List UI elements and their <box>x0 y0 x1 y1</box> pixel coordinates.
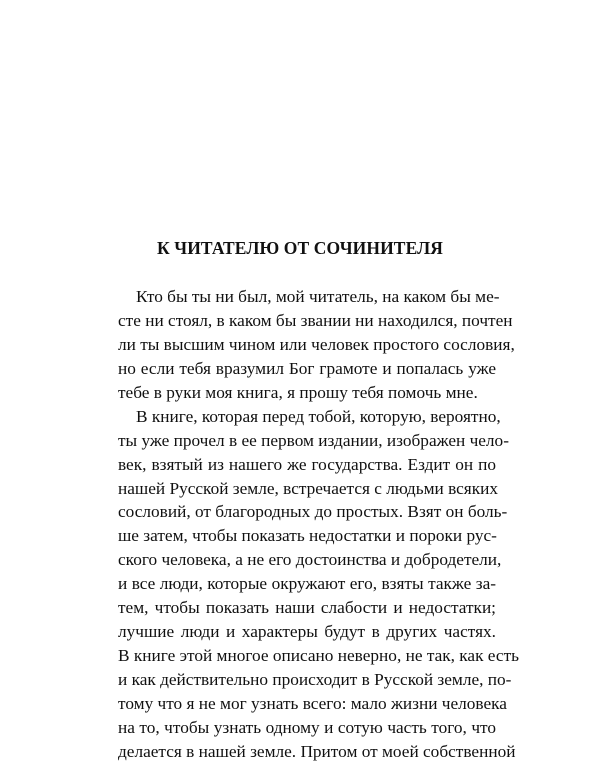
text-line: и как действительно происходит в Русской земле, по- <box>118 670 512 689</box>
text-line: век, взятый из нашего же государства. Ездит он по <box>118 454 496 474</box>
text-line: на то, чтобы узнать одному и сотую часть того, что <box>118 717 496 737</box>
text-line: и все люди, которые окружают его, взяты также за- <box>118 574 496 594</box>
paragraph <box>118 285 515 405</box>
text-line: ше затем, чтобы показать недостатки и пороки рус- <box>118 526 497 546</box>
text-line: В книге, которая перед тобой, которую, вероятно, <box>136 406 501 426</box>
paragraph <box>118 405 520 764</box>
text-line: В книге этой многое описано неверно, не так, как есть <box>118 646 520 666</box>
text-line: Кто бы ты ни был, мой читатель, на каком бы ме- <box>136 287 500 306</box>
text-line: тебе в руки моя книга, я прошу тебя помочь мне. <box>118 382 478 402</box>
text-line: лучшие люди и характеры будут в других частях. <box>118 622 496 642</box>
text-line: нашей Русской земле, встречается с людьми всяких <box>118 478 499 498</box>
text-line: ли ты высшим чином или человек простого сословия, <box>118 334 515 354</box>
text-line: сте ни стоял, в каком бы звании ни находился, почтен <box>118 310 513 330</box>
text-line: делается в нашей земле. Притом от моей собственной <box>118 741 516 761</box>
chapter-heading: К ЧИТАТЕЛЮ ОТ СОЧИНИТЕЛЯ <box>157 238 443 258</box>
text-line: ты уже прочел в ее первом издании, изображен чело- <box>118 430 509 450</box>
text-line: но если тебя вразумил Бог грамоте и попалась уже <box>118 358 496 378</box>
body-text <box>118 285 520 764</box>
text-line: тому что я не мог узнать всего: мало жизни человека <box>118 693 507 713</box>
text-line: тем, чтобы показать наши слабости и недостатки; <box>118 598 496 618</box>
text-line: сословий, от благородных до простых. Взят он боль- <box>118 502 508 522</box>
text-line: ского человека, а не его достоинства и добродетели, <box>118 550 502 570</box>
